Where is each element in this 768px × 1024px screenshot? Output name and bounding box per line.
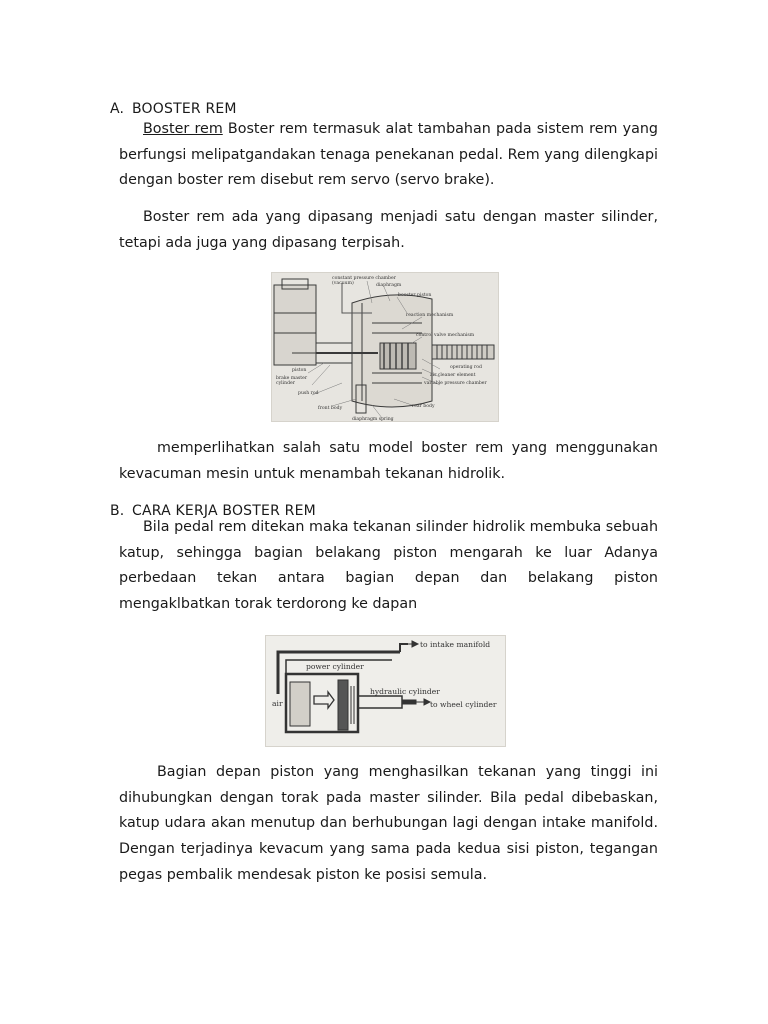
label-operating-rod: operating rod bbox=[450, 365, 482, 370]
brake-booster-diagram bbox=[271, 272, 499, 422]
label-rear-body: rear body bbox=[412, 404, 435, 409]
label-push-rod: push rod bbox=[298, 391, 319, 396]
label-hydraulic-cylinder: hydraulic cylinder bbox=[370, 687, 440, 696]
label-piston: piston bbox=[292, 368, 307, 373]
label-booster-piston: booster piston bbox=[398, 293, 432, 298]
label-constant-pressure: constant pressure chamber bbox=[332, 276, 396, 281]
power-cylinder-diagram bbox=[265, 635, 506, 747]
section-a-paragraph-1 bbox=[119, 117, 658, 194]
section-b-number: B. bbox=[110, 503, 125, 519]
label-cylinder: cylinder bbox=[276, 381, 295, 386]
label-diaphragm-spring: diaphragm spring bbox=[352, 417, 394, 421]
label-vacuum: (vacuum) bbox=[332, 281, 354, 286]
section-b-paragraph-2: Bagian depan piston yang menghasilkan tekanan yang tinggi ini dihubungkan dengan torak pada master silinder. Bila pedal dibebaskan, katup udara akan menutup dan berhubungan lagi dengan intake manifold. Dengan terjadinya kevacum yang sama pada kedua sisi piston, tegangan pegas pembalik mendesak piston ke posisi semula. bbox=[119, 764, 658, 883]
label-variable-pressure: variable pressure chamber bbox=[424, 381, 487, 386]
brake-booster-drawing bbox=[272, 273, 498, 421]
section-a-paragraph-3: memperlihatkan salah satu model boster rem yang menggunakan kevacuman mesin untuk menambah tekanan hidrolik. bbox=[119, 440, 658, 482]
section-a-number: A. bbox=[110, 101, 125, 117]
section-a-title: BOOSTER REM bbox=[132, 101, 237, 117]
section-b-title: CARA KERJA BOSTER REM bbox=[132, 503, 316, 519]
section-a-paragraph-2: Boster rem ada yang dipasang menjadi satu dengan master silinder, tetapi ada juga yang dipasang terpisah. bbox=[119, 209, 658, 251]
section-a-p1-text: Boster rem termasuk alat tambahan pada sistem rem yang berfungsi melipatgandakan tenaga penekanan pedal. Rem yang dilengkapi dengan boster rem disebut rem servo (servo brake). bbox=[119, 121, 658, 189]
label-diaphragm: diaphragm bbox=[376, 283, 402, 288]
label-control-valve: control valve mechanism bbox=[416, 333, 475, 338]
section-a-heading bbox=[110, 101, 237, 117]
section-b-paragraph-1: Bila pedal rem ditekan maka tekanan silinder hidrolik membuka sebuah katup, sehingga bagian belakang piston mengarah ke luar Adanya perbedaan tekan antara bagian depan dan belakang piston mengaklbatkan torak terdorong ke dapan bbox=[119, 519, 658, 613]
label-air-cleaner: air cleaner element bbox=[430, 373, 476, 378]
label-to-intake-manifold: to intake manifold bbox=[420, 640, 491, 649]
label-brake-master: brake master bbox=[276, 376, 308, 381]
label-air: air bbox=[272, 699, 283, 708]
label-front-body: front body bbox=[318, 406, 343, 411]
boster-rem-lead: Boster rem bbox=[143, 121, 223, 137]
label-power-cylinder: power cylinder bbox=[306, 662, 364, 671]
power-cylinder-drawing bbox=[266, 636, 505, 746]
label-reaction-mechanism: reaction mechanism bbox=[406, 313, 454, 318]
label-to-wheel-cylinder: to wheel cylinder bbox=[430, 700, 497, 709]
